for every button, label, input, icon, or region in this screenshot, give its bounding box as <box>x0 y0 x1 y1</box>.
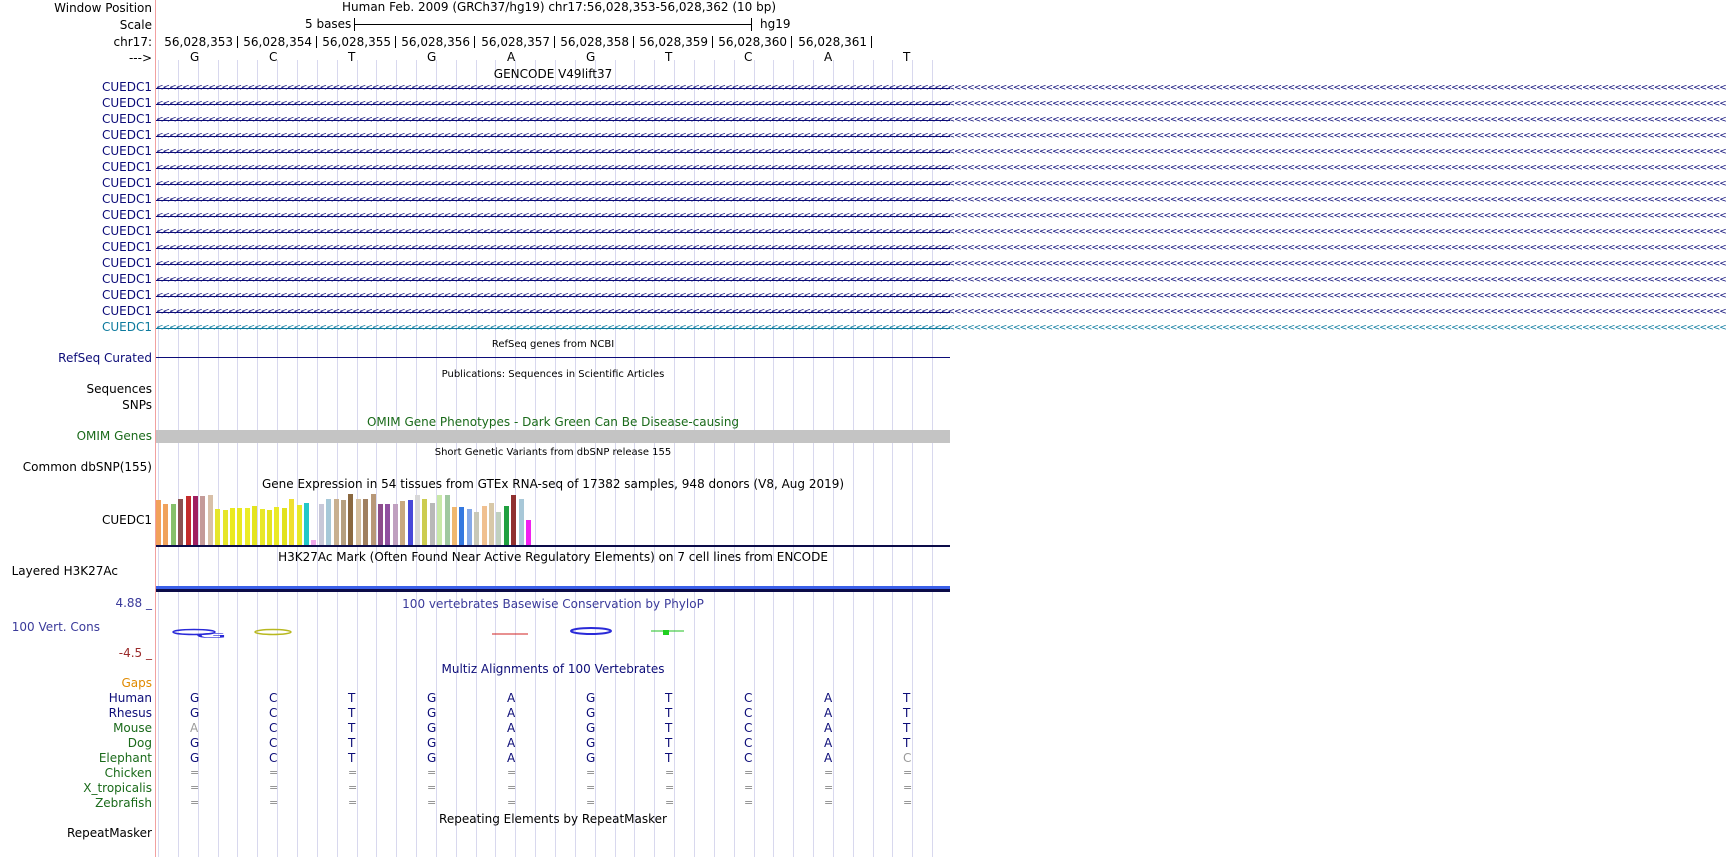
gencode-transcript-label[interactable]: CUEDC1 <box>102 240 152 254</box>
coordinate-tick <box>712 36 713 48</box>
alignment-base: = <box>427 781 437 794</box>
repeatmasker-label[interactable]: RepeatMasker <box>66 826 152 840</box>
alignment-base: G <box>427 706 437 720</box>
alignment-base: C <box>269 691 278 705</box>
coordinate-label: 56,028,358 <box>560 35 629 49</box>
gtex-tissue-bar[interactable] <box>504 506 509 545</box>
repeatmasker-title: Repeating Elements by RepeatMasker <box>439 812 667 826</box>
alignment-base: G <box>427 736 437 750</box>
gtex-bar-chart[interactable] <box>156 492 950 545</box>
alignment-base: = <box>744 766 754 779</box>
gencode-title: GENCODE V49lift37 <box>493 67 613 81</box>
snps-label[interactable]: SNPs <box>122 398 152 412</box>
coordinate-tick <box>871 36 872 48</box>
gtex-tissue-bar[interactable] <box>252 506 257 545</box>
alignment-base: T <box>903 706 911 720</box>
alignment-base: = <box>665 781 675 794</box>
strand-arrow-icon: <<<<<<<<<<<<<<<<<<<<<<<<<<<<<<<<<<<<<<<<<<<<<<<<<<<<<<<<<<<<<<<<<<<<<<<<<<<<<<<<<<<<<<<<<<<<<<<<<<<<<<<<<<<<<<<<<<<<<<<<<<<<<<<<<<<<<<<<<<<<<<<<<<<<<<<<<<<<<<<<<<<<<<<<<<<<<<<<<<<<<<<<<<<<<<<<<<<<<<<<<<<<<<<<<<<<<<<<<<<<<<<<<<<<<<<<<<<<<<<< <box>156 163 1726 173</box>
coordinate-tick <box>474 36 475 48</box>
alignment-base: G <box>427 751 437 765</box>
alignment-base: T <box>348 736 356 750</box>
dbsnp-title: Short Genetic Variants from dbSNP release 155 <box>434 447 672 458</box>
base-letter: T <box>665 50 673 64</box>
phylop-mark-1 <box>255 630 291 635</box>
phylop-max-label: 4.88 _ <box>115 596 152 610</box>
alignment-base: G <box>427 691 437 705</box>
gencode-transcript-label[interactable]: CUEDC1 <box>102 144 152 158</box>
gencode-transcript-row[interactable] <box>156 209 1726 225</box>
omim-title: OMIM Gene Phenotypes - Dark Green Can Be Disease-causing <box>366 415 740 429</box>
alignment-base: T <box>348 691 356 705</box>
window-position-label: Window Position <box>54 1 152 15</box>
gencode-transcript-row[interactable] <box>156 225 1726 241</box>
refseq-label[interactable]: RefSeq Curated <box>58 351 152 365</box>
alignment-base: = <box>427 766 437 779</box>
alignment-base: C <box>269 751 278 765</box>
alignment-base: T <box>665 691 673 705</box>
strand-arrow-icon: <<<<<<<<<<<<<<<<<<<<<<<<<<<<<<<<<<<<<<<<<<<<<<<<<<<<<<<<<<<<<<<<<<<<<<<<<<<<<<<<<<<<<<<<<<<<<<<<<<<<<<<<<<<<<<<<<<<<<<<<<<<<<<<<<<<<<<<<<<<<<<<<<<<<<<<<<<<<<<<<<<<<<<<<<<<<<<<<<<<<<<<<<<<<<<<<<<<<<<<<<<<<<<<<<<<<<<<<<<<<<<<<<<<<<<<<<<<<<<<< <box>156 179 1726 189</box>
gtex-tissue-bar[interactable] <box>297 505 302 545</box>
alignment-base: = <box>586 796 596 809</box>
alignment-base: A <box>507 691 516 705</box>
species-label[interactable]: Rhesus <box>108 706 152 720</box>
gtex-tissue-bar[interactable] <box>208 495 213 545</box>
coordinate-label: 56,028,355 <box>322 35 391 49</box>
coordinate-tick <box>237 36 238 48</box>
gencode-transcript-row[interactable] <box>156 129 1726 145</box>
gencode-transcript-row[interactable] <box>156 321 1726 337</box>
alignment-base: = <box>824 766 834 779</box>
alignment-base: C <box>744 751 753 765</box>
alignment-base: = <box>348 781 358 794</box>
gencode-transcript-label[interactable]: CUEDC1 <box>102 96 152 110</box>
gtex-tissue-bar[interactable] <box>267 510 272 545</box>
gtex-tissue-bar[interactable] <box>467 509 472 545</box>
strand-arrow-icon: <<<<<<<<<<<<<<<<<<<<<<<<<<<<<<<<<<<<<<<<<<<<<<<<<<<<<<<<<<<<<<<<<<<<<<<<<<<<<<<<<<<<<<<<<<<<<<<<<<<<<<<<<<<<<<<<<<<<<<<<<<<<<<<<<<<<<<<<<<<<<<<<<<<<<<<<<<<<<<<<<<<<<<<<<<<<<<<<<<<<<<<<<<<<<<<<<<<<<<<<<<<<<<<<<<<<<<<<<<<<<<<<<<<<<<<<<<<<<<<< <box>156 243 1726 253</box>
phylop-title: 100 vertebrates Basewise Conservation by PhyloP <box>402 597 704 611</box>
gencode-transcript-row[interactable] <box>156 81 1726 97</box>
alignment-base: A <box>507 736 516 750</box>
gtex-tissue-bar[interactable] <box>348 494 353 545</box>
gtex-tissue-bar[interactable] <box>400 501 405 545</box>
alignment-base: G <box>190 706 200 720</box>
gtex-tissue-bar[interactable] <box>489 503 494 545</box>
gencode-transcript-row[interactable] <box>156 145 1726 161</box>
gtex-tissue-bar[interactable] <box>171 504 176 545</box>
alignment-base: G <box>190 736 200 750</box>
gaps-label: Gaps <box>121 676 152 690</box>
scale-text: 5 bases <box>305 17 352 31</box>
gtex-tissue-bar[interactable] <box>445 495 450 545</box>
base-letter: C <box>744 50 753 64</box>
gtex-tissue-bar[interactable] <box>452 507 457 545</box>
gtex-tissue-bar[interactable] <box>289 499 294 545</box>
strand-arrow-icon: <<<<<<<<<<<<<<<<<<<<<<<<<<<<<<<<<<<<<<<<<<<<<<<<<<<<<<<<<<<<<<<<<<<<<<<<<<<<<<<<<<<<<<<<<<<<<<<<<<<<<<<<<<<<<<<<<<<<<<<<<<<<<<<<<<<<<<<<<<<<<<<<<<<<<<<<<<<<<<<<<<<<<<<<<<<<<<<<<<<<<<<<<<<<<<<<<<<<<<<<<<<<<<<<<<<<<<<<<<<<<<<<<<<<<<<<<<<<<<<< <box>156 115 1726 125</box>
alignment-base: = <box>269 766 279 779</box>
coordinate-label: 56,028,359 <box>639 35 708 49</box>
gencode-transcript-label[interactable]: CUEDC1 <box>102 320 152 334</box>
gtex-tissue-bar[interactable] <box>326 499 331 545</box>
alignment-base: T <box>665 721 673 735</box>
gtex-tissue-bar[interactable] <box>245 508 250 545</box>
base-letter: T <box>903 50 911 64</box>
phylop-mark-6 <box>663 630 669 635</box>
track-label-panel <box>0 0 155 857</box>
strand-arrow-icon: <<<<<<<<<<<<<<<<<<<<<<<<<<<<<<<<<<<<<<<<<<<<<<<<<<<<<<<<<<<<<<<<<<<<<<<<<<<<<<<<<<<<<<<<<<<<<<<<<<<<<<<<<<<<<<<<<<<<<<<<<<<<<<<<<<<<<<<<<<<<<<<<<<<<<<<<<<<<<<<<<<<<<<<<<<<<<<<<<<<<<<<<<<<<<<<<<<<<<<<<<<<<<<<<<<<<<<<<<<<<<<<<<<<<<<<<<<<<<<<< <box>156 291 1726 301</box>
alignment-base: G <box>190 691 200 705</box>
coordinate-tick <box>554 36 555 48</box>
species-label[interactable]: Mouse <box>113 721 152 735</box>
gtex-tissue-bar[interactable] <box>430 503 435 545</box>
strand-arrow-icon: <<<<<<<<<<<<<<<<<<<<<<<<<<<<<<<<<<<<<<<<<<<<<<<<<<<<<<<<<<<<<<<<<<<<<<<<<<<<<<<<<<<<<<<<<<<<<<<<<<<<<<<<<<<<<<<<<<<<<<<<<<<<<<<<<<<<<<<<<<<<<<<<<<<<<<<<<<<<<<<<<<<<<<<<<<<<<<<<<<<<<<<<<<<<<<<<<<<<<<<<<<<<<<<<<<<<<<<<<<<<<<<<<<<<<<<<<<<<<<<< <box>156 99 1726 109</box>
alignment-base: C <box>744 706 753 720</box>
alignment-base: C <box>269 706 278 720</box>
base-letter: A <box>824 50 833 64</box>
phylop-chart[interactable] <box>156 622 950 644</box>
gtex-tissue-bar[interactable] <box>200 496 205 545</box>
gencode-transcript-label[interactable]: CUEDC1 <box>102 160 152 174</box>
gencode-transcript-label[interactable]: CUEDC1 <box>102 128 152 142</box>
gtex-tissue-bar[interactable] <box>511 495 516 545</box>
gencode-transcript-label[interactable]: CUEDC1 <box>102 256 152 270</box>
window-position-value: Human Feb. 2009 (GRCh37/hg19) chr17:56,028,353-56,028,362 (10 bp) <box>342 0 777 14</box>
gtex-tissue-bar[interactable] <box>415 495 420 545</box>
sequences-label[interactable]: Sequences <box>86 382 152 396</box>
gtex-tissue-bar[interactable] <box>274 507 279 545</box>
alignment-base: = <box>744 796 754 809</box>
gtex-tissue-bar[interactable] <box>363 499 368 545</box>
gtex-tissue-bar[interactable] <box>186 496 191 545</box>
gtex-tissue-bar[interactable] <box>223 510 228 545</box>
alignment-base: = <box>348 766 358 779</box>
base-letter: G <box>190 50 200 64</box>
alignment-base: T <box>903 736 911 750</box>
alignment-base: = <box>190 766 200 779</box>
gtex-tissue-bar[interactable] <box>356 499 361 545</box>
gtex-tissue-bar[interactable] <box>193 496 198 545</box>
gencode-transcript-row[interactable] <box>156 241 1726 257</box>
gencode-transcript-label[interactable]: CUEDC1 <box>102 192 152 206</box>
coordinate-label: 56,028,360 <box>718 35 787 49</box>
alignment-base: = <box>507 781 517 794</box>
alignment-base: C <box>744 721 753 735</box>
gtex-tissue-bar[interactable] <box>304 503 309 545</box>
alignment-base: A <box>824 691 833 705</box>
strand-arrow-icon: <<<<<<<<<<<<<<<<<<<<<<<<<<<<<<<<<<<<<<<<<<<<<<<<<<<<<<<<<<<<<<<<<<<<<<<<<<<<<<<<<<<<<<<<<<<<<<<<<<<<<<<<<<<<<<<<<<<<<<<<<<<<<<<<<<<<<<<<<<<<<<<<<<<<<<<<<<<<<<<<<<<<<<<<<<<<<<<<<<<<<<<<<<<<<<<<<<<<<<<<<<<<<<<<<<<<<<<<<<<<<<<<<<<<<<<<<<<<<<<< <box>156 307 1726 317</box>
strand-arrow-icon: <<<<<<<<<<<<<<<<<<<<<<<<<<<<<<<<<<<<<<<<<<<<<<<<<<<<<<<<<<<<<<<<<<<<<<<<<<<<<<<<<<<<<<<<<<<<<<<<<<<<<<<<<<<<<<<<<<<<<<<<<<<<<<<<<<<<<<<<<<<<<<<<<<<<<<<<<<<<<<<<<<<<<<<<<<<<<<<<<<<<<<<<<<<<<<<<<<<<<<<<<<<<<<<<<<<<<<<<<<<<<<<<<<<<<<<<<<<<<<<< <box>156 275 1726 285</box>
gencode-transcript-row[interactable] <box>156 161 1726 177</box>
species-label[interactable]: Elephant <box>98 751 152 765</box>
alignment-base: = <box>190 781 200 794</box>
gencode-transcript-row[interactable] <box>156 257 1726 273</box>
alignment-base: A <box>824 736 833 750</box>
alignment-base: G <box>427 721 437 735</box>
h3k27ac-label[interactable]: Layered H3K27Ac <box>11 564 118 578</box>
alignment-base: T <box>348 706 356 720</box>
coordinate-label: 56,028,356 <box>401 35 470 49</box>
strand-arrow-icon: <<<<<<<<<<<<<<<<<<<<<<<<<<<<<<<<<<<<<<<<<<<<<<<<<<<<<<<<<<<<<<<<<<<<<<<<<<<<<<<<<<<<<<<<<<<<<<<<<<<<<<<<<<<<<<<<<<<<<<<<<<<<<<<<<<<<<<<<<<<<<<<<<<<<<<<<<<<<<<<<<<<<<<<<<<<<<<<<<<<<<<<<<<<<<<<<<<<<<<<<<<<<<<<<<<<<<<<<<<<<<<<<<<<<<<<<<<<<<<<< <box>156 131 1726 141</box>
alignment-base: T <box>348 751 356 765</box>
gtex-tissue-bar[interactable] <box>260 509 265 545</box>
alignment-base: C <box>269 721 278 735</box>
gtex-tissue-bar[interactable] <box>163 504 168 545</box>
species-label[interactable]: X_tropicalis <box>83 781 152 795</box>
alignment-base: G <box>586 721 596 735</box>
alignment-base: = <box>348 796 358 809</box>
strand-label: ---> <box>128 51 152 65</box>
gencode-transcript-label[interactable]: CUEDC1 <box>102 208 152 222</box>
strand-arrow-icon: <<<<<<<<<<<<<<<<<<<<<<<<<<<<<<<<<<<<<<<<<<<<<<<<<<<<<<<<<<<<<<<<<<<<<<<<<<<<<<<<<<<<<<<<<<<<<<<<<<<<<<<<<<<<<<<<<<<<<<<<<<<<<<<<<<<<<<<<<<<<<<<<<<<<<<<<<<<<<<<<<<<<<<<<<<<<<<<<<<<<<<<<<<<<<<<<<<<<<<<<<<<<<<<<<<<<<<<<<<<<<<<<<<<<<<<<<<<<<<<< <box>156 211 1726 221</box>
gtex-title: Gene Expression in 54 tissues from GTEx RNA-seq of 17382 samples, 948 donors (V8, Aug 2019) <box>261 477 845 491</box>
species-label[interactable]: Human <box>108 691 152 705</box>
gtex-tissue-bar[interactable] <box>385 504 390 545</box>
strand-arrow-icon: <<<<<<<<<<<<<<<<<<<<<<<<<<<<<<<<<<<<<<<<<<<<<<<<<<<<<<<<<<<<<<<<<<<<<<<<<<<<<<<<<<<<<<<<<<<<<<<<<<<<<<<<<<<<<<<<<<<<<<<<<<<<<<<<<<<<<<<<<<<<<<<<<<<<<<<<<<<<<<<<<<<<<<<<<<<<<<<<<<<<<<<<<<<<<<<<<<<<<<<<<<<<<<<<<<<<<<<<<<<<<<<<<<<<<<<<<<<<<<<< <box>156 259 1726 269</box>
alignment-base: T <box>665 736 673 750</box>
alignment-base: = <box>269 796 279 809</box>
alignment-base: A <box>824 751 833 765</box>
strand-arrow-icon: <<<<<<<<<<<<<<<<<<<<<<<<<<<<<<<<<<<<<<<<<<<<<<<<<<<<<<<<<<<<<<<<<<<<<<<<<<<<<<<<<<<<<<<<<<<<<<<<<<<<<<<<<<<<<<<<<<<<<<<<<<<<<<<<<<<<<<<<<<<<<<<<<<<<<<<<<<<<<<<<<<<<<<<<<<<<<<<<<<<<<<<<<<<<<<<<<<<<<<<<<<<<<<<<<<<<<<<<<<<<<<<<<<<<<<<<<<<<<<<< <box>156 323 1726 333</box>
alignment-base: = <box>665 766 675 779</box>
base-letter: C <box>269 50 278 64</box>
phylop-min-label: -4.5 _ <box>118 646 152 660</box>
alignment-base: G <box>586 736 596 750</box>
gencode-transcript-label[interactable]: CUEDC1 <box>102 224 152 238</box>
refseq-gene-line[interactable] <box>156 357 950 358</box>
gencode-transcript-row[interactable] <box>156 273 1726 289</box>
gtex-tissue-bar[interactable] <box>482 506 487 545</box>
phylop-label[interactable]: 100 Vert. Cons <box>11 620 100 634</box>
alignment-base: A <box>824 721 833 735</box>
gencode-transcript-label[interactable]: CUEDC1 <box>102 272 152 286</box>
alignment-base: = <box>507 796 517 809</box>
chrom-label: chr17: <box>113 35 152 49</box>
publications-title: Publications: Sequences in Scientific Articles <box>441 369 665 380</box>
alignment-base: C <box>744 736 753 750</box>
alignment-base: = <box>586 766 596 779</box>
gencode-transcript-label[interactable]: CUEDC1 <box>102 80 152 94</box>
gtex-tissue-bar[interactable] <box>371 494 376 545</box>
coordinate-tick <box>316 36 317 48</box>
alignment-base: T <box>903 721 911 735</box>
assembly-label: hg19 <box>760 17 791 31</box>
alignment-base: A <box>507 706 516 720</box>
gencode-transcript-row[interactable] <box>156 193 1726 209</box>
gtex-tissue-bar[interactable] <box>437 495 442 545</box>
scale-bar-right-tick <box>751 18 752 31</box>
alignment-base: = <box>269 781 279 794</box>
strand-arrow-icon: <<<<<<<<<<<<<<<<<<<<<<<<<<<<<<<<<<<<<<<<<<<<<<<<<<<<<<<<<<<<<<<<<<<<<<<<<<<<<<<<<<<<<<<<<<<<<<<<<<<<<<<<<<<<<<<<<<<<<<<<<<<<<<<<<<<<<<<<<<<<<<<<<<<<<<<<<<<<<<<<<<<<<<<<<<<<<<<<<<<<<<<<<<<<<<<<<<<<<<<<<<<<<<<<<<<<<<<<<<<<<<<<<<<<<<<<<<<<<<<< <box>156 147 1726 157</box>
base-letter: A <box>507 50 516 64</box>
gtex-tissue-bar[interactable] <box>496 512 501 545</box>
alignment-base: G <box>586 751 596 765</box>
scale-bar <box>354 24 751 25</box>
alignment-base: T <box>348 721 356 735</box>
species-label[interactable]: Zebrafish <box>95 796 152 810</box>
h3k27ac-title: H3K27Ac Mark (Often Found Near Active Regulatory Elements) on 7 cell lines from ENCODE <box>278 550 828 564</box>
alignment-base: A <box>507 721 516 735</box>
gencode-transcript-label[interactable]: CUEDC1 <box>102 112 152 126</box>
alignment-base: = <box>903 766 913 779</box>
phylop-glyph-0: G <box>195 631 228 640</box>
gtex-tissue-bar[interactable] <box>393 504 398 545</box>
dbsnp-label[interactable]: Common dbSNP(155) <box>22 460 152 474</box>
coordinate-tick <box>395 36 396 48</box>
gencode-transcript-label[interactable]: CUEDC1 <box>102 176 152 190</box>
alignment-base: = <box>744 781 754 794</box>
gtex-tissue-bar[interactable] <box>178 499 183 545</box>
gencode-transcript-label[interactable]: CUEDC1 <box>102 304 152 318</box>
gencode-transcript-row[interactable] <box>156 97 1726 113</box>
gencode-transcript-row[interactable] <box>156 289 1726 305</box>
coordinate-tick <box>791 36 792 48</box>
coordinate-label: 56,028,353 <box>164 35 233 49</box>
alignment-base: = <box>903 781 913 794</box>
base-letter: G <box>427 50 437 64</box>
omim-label[interactable]: OMIM Genes <box>76 429 152 443</box>
gtex-tissue-bar[interactable] <box>459 507 464 545</box>
base-letter: T <box>348 50 356 64</box>
base-letter: G <box>586 50 596 64</box>
gtex-tissue-bar[interactable] <box>319 504 324 545</box>
alignment-base: A <box>507 751 516 765</box>
gtex-tissue-bar[interactable] <box>334 499 339 545</box>
gtex-tissue-bar[interactable] <box>378 504 383 545</box>
gtex-tissue-bar[interactable] <box>422 499 427 545</box>
alignment-base: = <box>586 781 596 794</box>
alignment-base: G <box>586 706 596 720</box>
gencode-transcript-label[interactable]: CUEDC1 <box>102 288 152 302</box>
alignment-base: = <box>903 796 913 809</box>
alignment-base: T <box>665 751 673 765</box>
alignment-base: T <box>903 691 911 705</box>
alignment-base: C <box>269 736 278 750</box>
h3k27ac-baseline <box>156 589 950 592</box>
refseq-title: RefSeq genes from NCBI <box>491 339 615 350</box>
gtex-tissue-bar[interactable] <box>282 508 287 545</box>
omim-gene-bar[interactable] <box>156 430 950 443</box>
alignment-base: = <box>665 796 675 809</box>
gtex-label[interactable]: CUEDC1 <box>102 513 152 527</box>
alignment-base: = <box>824 781 834 794</box>
coordinate-tick <box>633 36 634 48</box>
gencode-transcript-row[interactable] <box>156 305 1726 321</box>
gtex-tissue-bar[interactable] <box>408 500 413 545</box>
coordinate-label: 56,028,357 <box>481 35 550 49</box>
alignment-base: = <box>427 796 437 809</box>
coordinate-label: 56,028,361 <box>798 35 867 49</box>
gtex-baseline <box>156 545 950 547</box>
alignment-base: = <box>507 766 517 779</box>
species-label[interactable]: Dog <box>127 736 152 750</box>
gtex-tissue-bar[interactable] <box>230 508 235 545</box>
alignment-base: G <box>190 751 200 765</box>
alignment-base: = <box>824 796 834 809</box>
alignment-base: A <box>824 706 833 720</box>
alignment-base: T <box>665 706 673 720</box>
gtex-tissue-bar[interactable] <box>237 508 242 545</box>
gtex-tissue-bar[interactable] <box>156 500 161 545</box>
gtex-tissue-bar[interactable] <box>215 509 220 545</box>
gtex-tissue-bar[interactable] <box>519 499 524 545</box>
gtex-tissue-bar[interactable] <box>341 500 346 545</box>
multiz-title: Multiz Alignments of 100 Vertebrates <box>441 662 665 676</box>
strand-arrow-icon: <<<<<<<<<<<<<<<<<<<<<<<<<<<<<<<<<<<<<<<<<<<<<<<<<<<<<<<<<<<<<<<<<<<<<<<<<<<<<<<<<<<<<<<<<<<<<<<<<<<<<<<<<<<<<<<<<<<<<<<<<<<<<<<<<<<<<<<<<<<<<<<<<<<<<<<<<<<<<<<<<<<<<<<<<<<<<<<<<<<<<<<<<<<<<<<<<<<<<<<<<<<<<<<<<<<<<<<<<<<<<<<<<<<<<<<<<<<<<<<< <box>156 227 1726 237</box>
alignment-base: C <box>903 751 912 765</box>
track-display[interactable] <box>156 0 1726 857</box>
gencode-transcript-row[interactable] <box>156 113 1726 129</box>
gtex-tissue-bar[interactable] <box>474 512 479 545</box>
gtex-tissue-bar[interactable] <box>526 520 531 545</box>
gencode-transcript-row[interactable] <box>156 177 1726 193</box>
alignment-base: = <box>190 796 200 809</box>
alignment-base: A <box>190 721 199 735</box>
alignment-base: C <box>744 691 753 705</box>
strand-arrow-icon: <<<<<<<<<<<<<<<<<<<<<<<<<<<<<<<<<<<<<<<<<<<<<<<<<<<<<<<<<<<<<<<<<<<<<<<<<<<<<<<<<<<<<<<<<<<<<<<<<<<<<<<<<<<<<<<<<<<<<<<<<<<<<<<<<<<<<<<<<<<<<<<<<<<<<<<<<<<<<<<<<<<<<<<<<<<<<<<<<<<<<<<<<<<<<<<<<<<<<<<<<<<<<<<<<<<<<<<<<<<<<<<<<<<<<<<<<<<<<<<< <box>156 83 1726 93</box>
coordinate-label: 56,028,354 <box>243 35 312 49</box>
scale-label: Scale <box>119 18 152 32</box>
alignment-base: G <box>586 691 596 705</box>
strand-arrow-icon: <<<<<<<<<<<<<<<<<<<<<<<<<<<<<<<<<<<<<<<<<<<<<<<<<<<<<<<<<<<<<<<<<<<<<<<<<<<<<<<<<<<<<<<<<<<<<<<<<<<<<<<<<<<<<<<<<<<<<<<<<<<<<<<<<<<<<<<<<<<<<<<<<<<<<<<<<<<<<<<<<<<<<<<<<<<<<<<<<<<<<<<<<<<<<<<<<<<<<<<<<<<<<<<<<<<<<<<<<<<<<<<<<<<<<<<<<<<<<<<< <box>156 195 1726 205</box>
species-label[interactable]: Chicken <box>104 766 152 780</box>
phylop-mark-5 <box>571 628 611 634</box>
